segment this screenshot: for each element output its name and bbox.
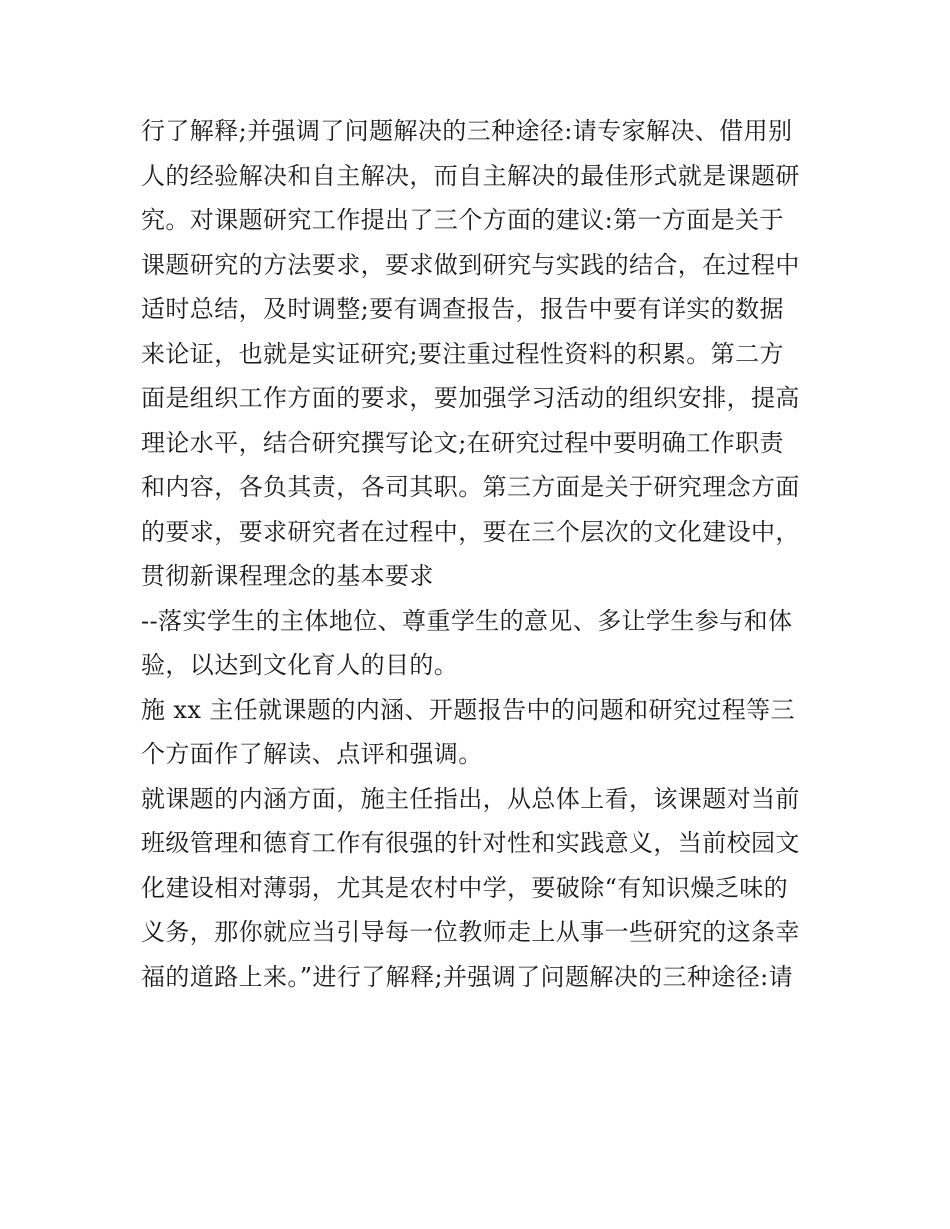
text-line: 就课题的内涵方面，施主任指出，从总体上看，该课题对当前 bbox=[141, 784, 800, 813]
text-line: 究。对课题研究工作提出了三个方面的建议:第一方面是关于 bbox=[141, 206, 784, 234]
text-line: 个方面作了解读、点评和强调。 bbox=[141, 740, 483, 768]
text-line: 人的经验解决和自主解决，而自主解决的最佳形式就是课题研 bbox=[141, 161, 800, 190]
text-line: 施 xx 主任就课题的内涵、开题报告中的问题和研究过程等三 bbox=[141, 695, 795, 724]
text-line: 化建设相对薄弱，尤其是农村中学，要破除“有知识燥乏味的 bbox=[141, 873, 789, 902]
text-line: 义务，那你就应当引导每一位教师走上从事一些研究的这条幸 bbox=[141, 918, 800, 946]
text-line: 班级管理和德育工作有很强的针对性和实践意义，当前校园文 bbox=[141, 829, 800, 857]
text-line: --落实学生的主体地位、尊重学生的意见、多让学生参与和体 bbox=[141, 606, 793, 635]
text-line: 贯彻新课程理念的基本要求 bbox=[141, 562, 434, 590]
text-line: 验，以达到文化育人的目的。 bbox=[141, 651, 459, 679]
text-line: 面是组织工作方面的要求，要加强学习活动的组织安排，提高 bbox=[141, 384, 800, 412]
text-line: 的要求，要求研究者在过程中，要在三个层次的文化建设中， bbox=[141, 517, 800, 546]
text-line: 福的道路上来。”进行了解释;并强调了问题解决的三种途径:请 bbox=[141, 962, 794, 991]
text-line: 来论证，也就是实证研究;要注重过程性资料的积累。第二方 bbox=[141, 339, 784, 368]
text-line: 课题研究的方法要求，要求做到研究与实践的结合，在过程中 bbox=[141, 250, 800, 279]
text-line: 理论水平，结合研究撰写论文;在研究过程中要明确工作职责 bbox=[141, 428, 784, 457]
body-text bbox=[141, 109, 821, 999]
text-line: 和内容，各负其责，各司其职。第三方面是关于研究理念方面 bbox=[141, 473, 800, 501]
text-line: 适时总结，及时调整;要有调查报告，报告中要有详实的数据 bbox=[141, 295, 784, 323]
text-line: 行了解释;并强调了问题解决的三种途径:请专家解决、借用别 bbox=[141, 117, 793, 145]
